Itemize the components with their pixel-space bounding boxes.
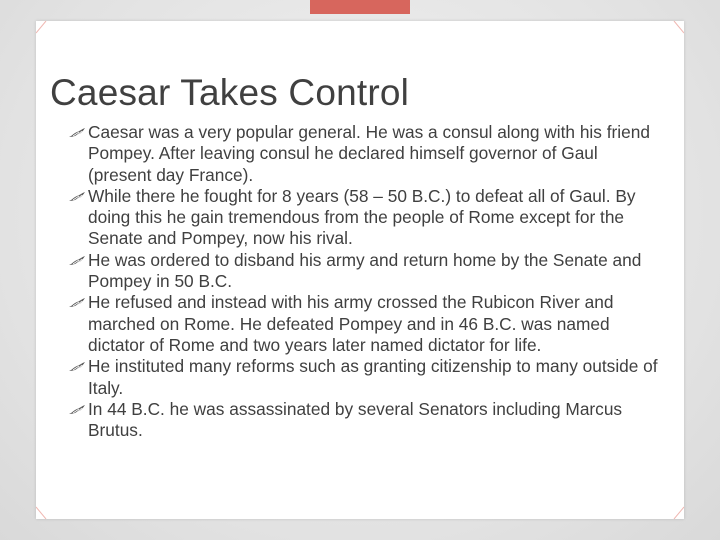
bullet-item (64, 356, 664, 399)
bullet-text: Caesar was a very popular general. He was a consul along with his friend Pompey. After leaving consul he declared himself governor of Gaul (present day France). (88, 122, 650, 185)
wing-bullet-icon (68, 404, 86, 416)
bullet-list (64, 122, 664, 441)
wing-bullet-icon (68, 297, 86, 309)
bullet-item (64, 399, 664, 442)
bullet-text: He refused and instead with his army crossed the Rubicon River and marched on Rome. He defeated Pompey and in 46 B.C. was named dictator of Rome and two years later named dictator for life. (88, 292, 614, 355)
bullet-item (64, 292, 664, 356)
bullet-text: He instituted many reforms such as granting citizenship to many outside of Italy. (88, 356, 658, 398)
wing-bullet-icon (68, 255, 86, 267)
bullet-item (64, 250, 664, 293)
wing-bullet-icon (68, 127, 86, 139)
bullet-item (64, 186, 664, 250)
wing-bullet-icon (68, 191, 86, 203)
wing-bullet-icon (68, 361, 86, 373)
accent-tab (310, 0, 410, 14)
bullet-item (64, 122, 664, 186)
bullet-text: He was ordered to disband his army and return home by the Senate and Pompey in 50 B.C. (88, 249, 642, 292)
slide-title: Caesar Takes Control (50, 72, 410, 113)
bullet-text: While there he fought for 8 years (58 – 50 B.C.) to defeat all of Gaul. By doing this he gain tremendous from the people of Rome except for the Senate and Pompey, now his rival. (88, 185, 636, 249)
bullet-text: In 44 B.C. he was assassinated by several Senators including Marcus Brutus. (88, 398, 623, 441)
